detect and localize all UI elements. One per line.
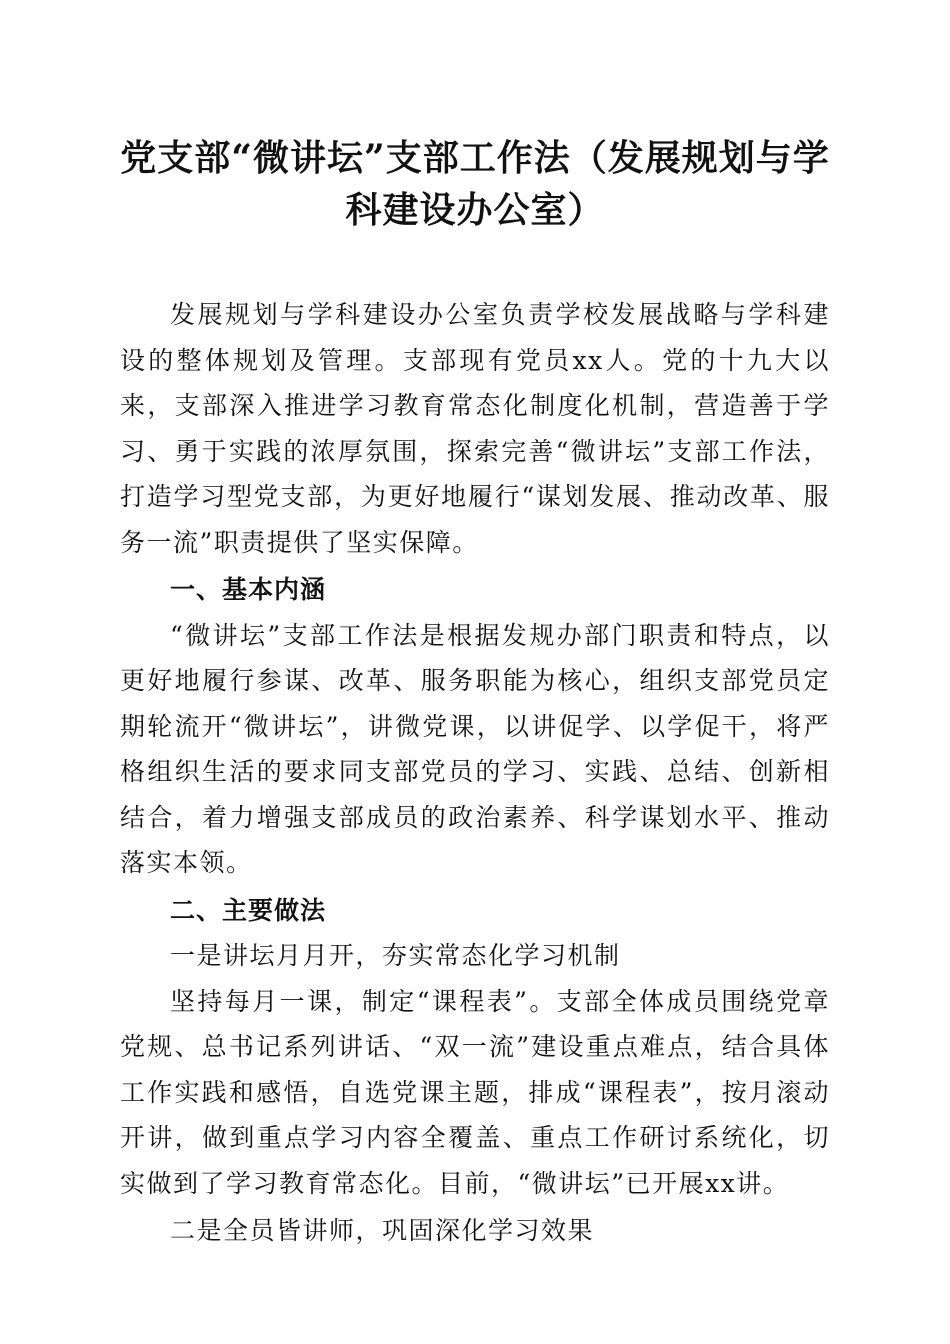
section-basic-paragraph: “微讲坛”支部工作法是根据发规办部门职责和特点，以更好地履行参谋、改革、服务职能为核心，组织支部党员定期轮流开“微讲坛”，讲微党课，以讲促学、以学促干，将严格组织生活的要求同支部党员的学习、实践、总结、创新相结合，着力增强支部成员的政治素养、科学谋划水平、推动落实本领。 [120, 620, 830, 877]
point-heading-2: 二是全员皆讲师，巩固深化学习效果 [170, 1216, 595, 1245]
section-heading-practice: 二、主要做法 [170, 895, 327, 925]
point-heading-1: 一是讲坛月月开，夯实常态化学习机制 [170, 941, 621, 970]
title-line-1: 党支部“微讲坛”支部工作法（发展规划与学 [120, 137, 830, 179]
section-heading-basic: 一、基本内涵 [170, 575, 327, 604]
intro-paragraph: 发展规划与学科建设办公室负责学校发展战略与学科建设的整体规划及管理。支部现有党员xx人。党的十九大以来，支部深入推进学习教育常态化制度化机制，营造善于学习、勇于实践的浓厚氛围，探索完善“微讲坛”支部工作法，打造学习型党支部，为更好地履行“谋划发展、推动改革、服务一流”职责提供了坚实保障。 [120, 300, 830, 557]
title-line-2: 科建设办公室） [345, 189, 605, 231]
point-paragraph-1: 坚持每月一课，制定“课程表”。支部全体成员围绕党章党规、总书记系列讲话、“双一流”建设重点难点，结合具体工作实践和感悟，自选党课主题，排成“课程表”，按月滚动开讲，做到重点学习内容全覆盖、重点工作研讨系统化，切实做到了学习教育常态化。目前，“微讲坛”已开展xx讲。 [120, 986, 830, 1198]
document-title [120, 132, 830, 236]
